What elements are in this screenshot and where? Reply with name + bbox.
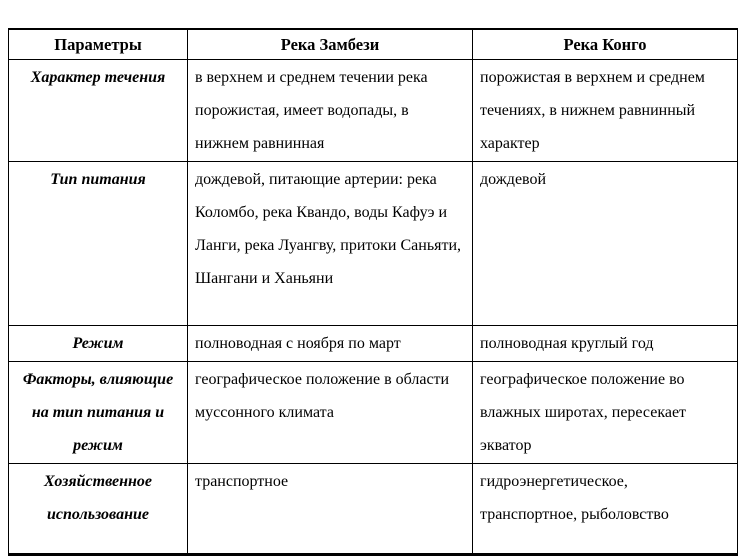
- cell-congo-flow-character: порожистая в верхнем и среднем течениях, в нижнем равнинный характер: [473, 59, 738, 161]
- row-header-flow-character: Характер течения: [9, 59, 188, 161]
- table-row-flow-character: [9, 59, 738, 161]
- column-header-zambezi: Река Замбези: [188, 29, 473, 59]
- cell-zambezi-regime: полноводная с ноября по март: [188, 325, 473, 361]
- row-header-feeding-type: Тип питания: [9, 161, 188, 325]
- column-header-congo: Река Конго: [473, 29, 738, 59]
- table-row-feeding-type: [9, 161, 738, 325]
- cell-congo-regime: полноводная круглый год: [473, 325, 738, 361]
- table-row-economic-use: [9, 463, 738, 554]
- cell-congo-economic-use: гидроэнергетическое, транспортное, рыболовство: [473, 463, 738, 554]
- cell-zambezi-feeding-type: дождевой, питающие артерии: река Коломбо, река Квандо, воды Кафуэ и Ланги, река Луангву, притоки Саньяти, Шангани и Ханьяни: [188, 161, 473, 325]
- header-row: [9, 29, 738, 59]
- cell-congo-feeding-type: дождевой: [473, 161, 738, 325]
- table-row-regime: [9, 325, 738, 361]
- column-header-parameters: Параметры: [9, 29, 188, 59]
- cell-zambezi-factors: географическое положение в области муссонного климата: [188, 361, 473, 463]
- row-header-economic-use: Хозяйственное использование: [9, 463, 188, 554]
- row-header-regime: Режим: [9, 325, 188, 361]
- rivers-comparison-table: [8, 28, 738, 556]
- cell-zambezi-flow-character: в верхнем и среднем течении река порожистая, имеет водопады, в нижнем равнинная: [188, 59, 473, 161]
- cell-congo-factors: географическое положение во влажных широтах, пересекает экватор: [473, 361, 738, 463]
- row-header-factors: Факторы, влияющие на тип питания и режим: [9, 361, 188, 463]
- table-row-factors: [9, 361, 738, 463]
- cell-zambezi-economic-use: транспортное: [188, 463, 473, 554]
